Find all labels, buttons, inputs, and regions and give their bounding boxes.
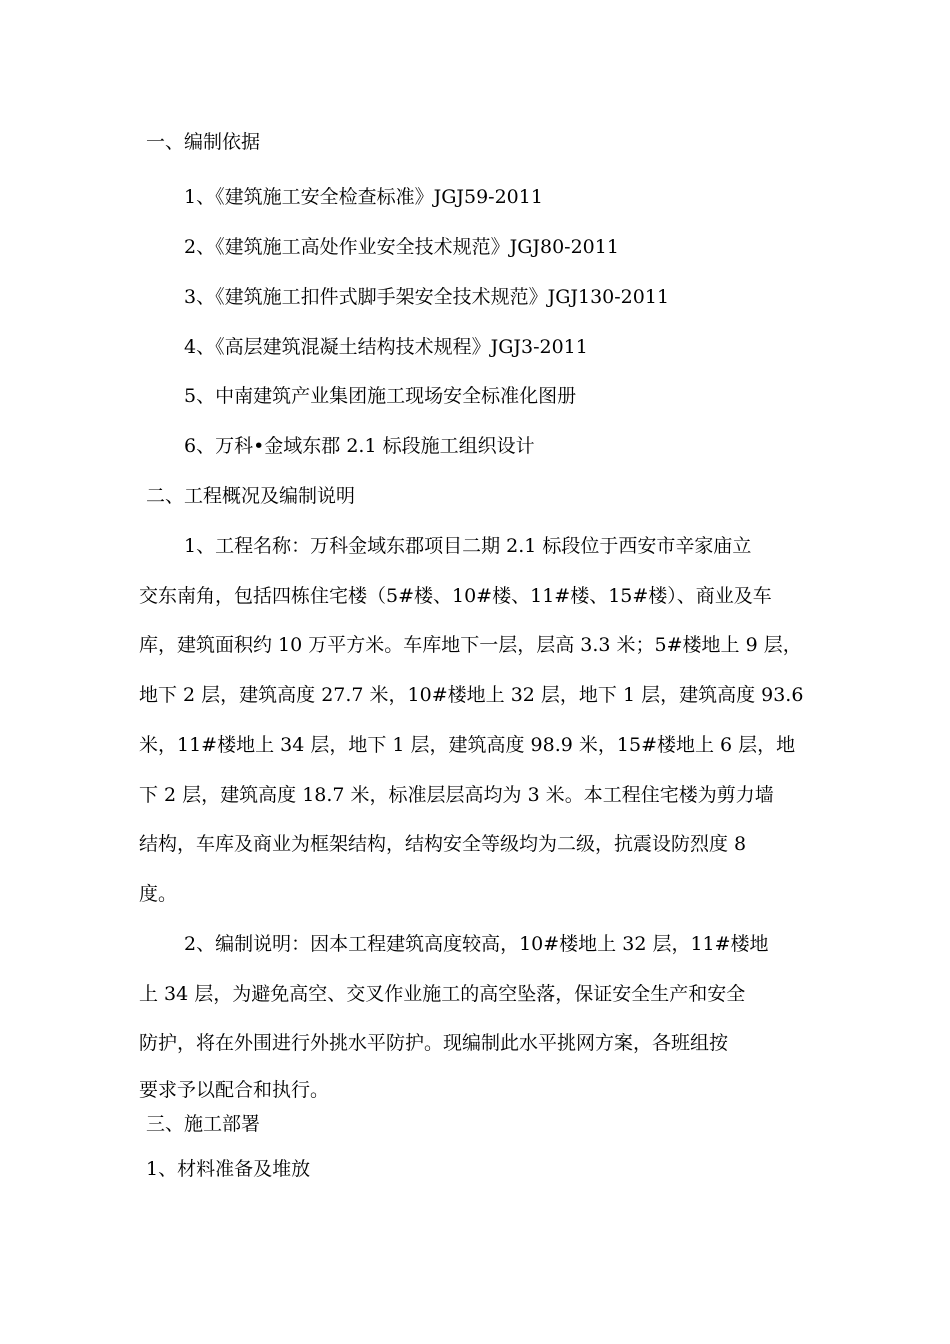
overview-para1-line: 库，建筑面积约 10 万平方米。车库地下一层，层高 3.3 米；5#楼地上 9 层， (139, 634, 802, 656)
basis-item-1: 1、《建筑施工安全检查标准》JGJ59-2011 (184, 186, 543, 208)
section-heading-basis: 一、编制依据 (146, 131, 261, 153)
section-heading-overview: 二、工程概况及编制说明 (146, 485, 356, 507)
overview-para2-line: 防护，将在外围进行外挑水平防护。现编制此水平挑网方案，各班组按 (139, 1032, 729, 1054)
overview-para1-line: 地下 2 层，建筑高度 27.7 米，10#楼地上 32 层，地下 1 层，建筑高度 93.6 (139, 684, 804, 706)
overview-para1-line: 米，11#楼地上 34 层，地下 1 层，建筑高度 98.9 米，15#楼地上 6 层，地 (139, 734, 796, 756)
basis-item-3: 3、《建筑施工扣件式脚手架安全技术规范》JGJ130-2011 (184, 286, 670, 308)
section-heading-deployment: 三、施工部署 (146, 1113, 261, 1135)
overview-para1-line: 度。 (139, 883, 178, 905)
basis-item-4: 4、《高层建筑混凝土结构技术规程》JGJ3-2011 (184, 336, 588, 358)
subheading-materials: 1、材料准备及堆放 (146, 1158, 311, 1180)
overview-para2-line: 上 34 层，为避免高空、交叉作业施工的高空坠落，保证安全生产和安全 (139, 983, 746, 1005)
basis-item-5: 5、中南建筑产业集团施工现场安全标准化图册 (184, 385, 577, 407)
overview-para2-line: 要求予以配合和执行。 (139, 1079, 330, 1101)
overview-para1-line: 结构，车库及商业为框架结构，结构安全等级均为二级，抗震设防烈度 8 (139, 833, 747, 855)
overview-para2-line: 2、编制说明：因本工程建筑高度较高，10#楼地上 32 层，11#楼地 (184, 933, 769, 955)
overview-para1-line: 下 2 层，建筑高度 18.7 米，标准层层高均为 3 米。本工程住宅楼为剪力墙 (139, 784, 774, 806)
overview-para1-line: 1、工程名称：万科金域东郡项目二期 2.1 标段位于西安市辛家庙立 (184, 535, 752, 557)
overview-para1-line: 交东南角，包括四栋住宅楼（5#楼、10#楼、11#楼、15#楼）、商业及车 (139, 585, 772, 607)
basis-item-2: 2、《建筑施工高处作业安全技术规范》JGJ80-2011 (184, 236, 619, 258)
basis-item-6: 6、万科•金域东郡 2.1 标段施工组织设计 (184, 435, 535, 457)
